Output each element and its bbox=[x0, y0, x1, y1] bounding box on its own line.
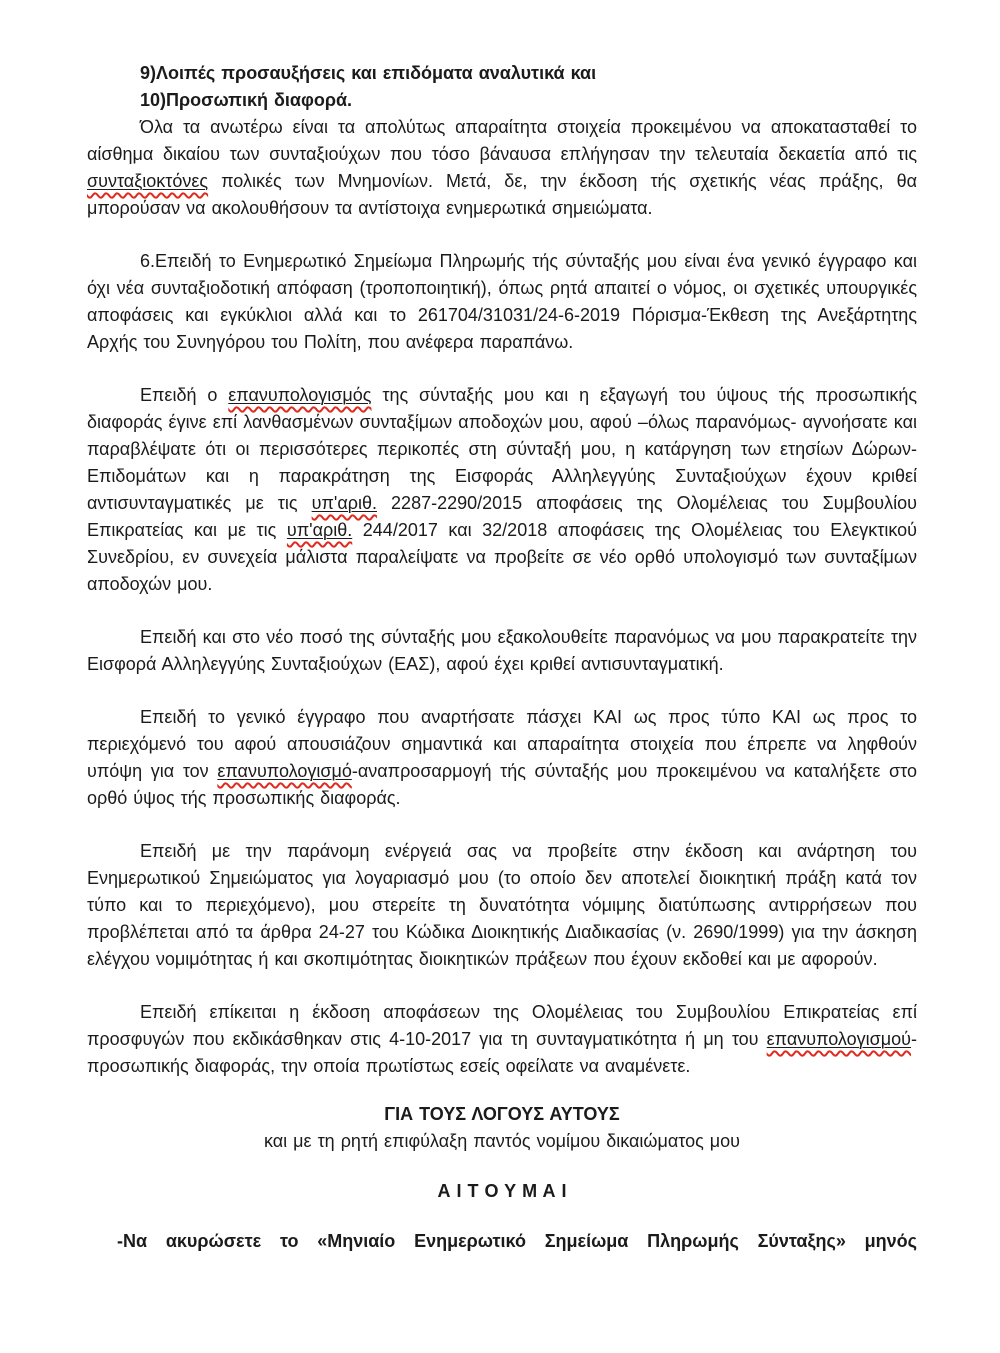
subheading-rights-reservation: και με τη ρητή επιφύλαξη παντός νομίμου δικαιώματος μου bbox=[263, 1131, 741, 1151]
heading-for-these-reasons: ΓΙΑ ΤΟΥΣ ΛΟΓΟΥΣ ΑΥΤΟΥΣ bbox=[384, 1104, 620, 1124]
misspelled-underlined-word: επανυπολογισμού bbox=[766, 1029, 911, 1049]
list-item-9: 9)Λοιπές προσαυξήσεις και επιδόματα αναλυτικά και bbox=[140, 63, 597, 83]
document-body bbox=[87, 60, 917, 1255]
para-request-cancel-monthly-note: -Να ακυρώσετε το «Μηνιαίο Ενημερωτικό Σημείωμα Πληρωμής Σύνταξης» μηνός bbox=[117, 1231, 917, 1251]
para-recalculation-wrong-earnings: Επειδή ο επανυπολογισμός της σύνταξής μου και η εξαγωγή του ύψους τής προσωπικής διαφοράς έγινε επί λανθασμένων συνταξίμων αποδοχών μου, αφού –όλως παρανόμως- αγνοήσατε και παραβλέψατε ότι οι περισσότερες περικοπές στη σύνταξή μου, η κατάργηση των ετησίων Δώρων-Επιδομάτων και η παρακράτηση της Εισφοράς Αλληλεγγύης Συνταξιούχων έχουν κριθεί αντισυνταγματικές με τις υπ'αριθ. 2287-2290/2015 αποφάσεις της Ολομέλειας του Συμβουλίου Επικρατείας και με τις υπ'αριθ. 244/2017 και 32/2018 αποφάσεις της Ολομέλειας του Ελεγκτικού Συνεδρίου, εν συνεχεία μάλιστα παραλείψατε να προβείτε σε νέο ορθό υπολογισμό των συνταξίμων αποδοχών μου. bbox=[87, 385, 918, 594]
para-eas-withholding: Επειδή και στο νέο ποσό της σύνταξής μου εξακολουθείτε παρανόμως να μου παρακρατείτε την Εισφορά Αλληλεγγύης Συνταξιούχων (ΕΑΣ), αφού έχει κριθεί αντισυνταγματική. bbox=[87, 627, 917, 674]
misspelled-underlined-word: συνταξιοκτόνες bbox=[87, 171, 209, 191]
para-6-payment-note: 6.Επειδή το Ενημερωτικό Σημείωμα Πληρωμής τής σύνταξής μου είναι ένα γενικό έγγραφο και όχι νέα συνταξιοδοτική απόφαση (τροποποιητική), όπως ρητά απαιτεί ο νόμος, οι σχετικές υπουργικές αποφάσεις και εγκύκλιοι αλλά και το 261704/31031/24-6-2019 Πόρισμα-Έκθεση της Ανεξάρτητης Αρχής του Συνηγόρου του Πολίτη, που ανέφερα παραπάνω. bbox=[87, 251, 917, 352]
para-illegal-action-objections: Επειδή με την παράνομη ενέργειά σας να προβείτε στην έκδοση και ανάρτηση του Ενημερωτικού Σημειώματος για λογαριασμό μου (το οποίο δεν αποτελεί διοικητική πράξη κατά τον τύπο και το περιεχόμενο), μου στερείτε τη δυνατότητα νόμιμης διατύπωσης αντιρρήσεων που προβλέπεται από τα άρθρα 24-27 του Κώδικα Διοικητικής Διαδικασίας (ν. 2690/1999) για την άσκηση ελέγχου νομιμότητας ή και σκοπιμότητας διοικητικών πράξεων που έχουν εκδοθεί και με αφορούν. bbox=[87, 841, 917, 969]
misspelled-underlined-word: επανυπολογισμό bbox=[217, 761, 352, 781]
misspelled-underlined-word: υπ'αριθ. bbox=[311, 493, 377, 513]
list-item-10: 10)Προσωπική διαφορά. bbox=[140, 90, 353, 110]
para-document-defects: Επειδή το γενικό έγγραφο που αναρτήσατε πάσχει ΚΑΙ ως προς τύπο ΚΑΙ ως προς το περιεχόμενό του αφού απουσιάζουν σημαντικά και απαραίτητα στοιχεία που έπρεπε να ληφθούν υπόψη για τον επανυπολογισμό-αναπροσαρμογή τής σύνταξής μου προκειμένου να καταλήξετε στο ορθό ύψος τής προσωπικής διαφοράς. bbox=[87, 707, 917, 808]
misspelled-underlined-word: επανυπολογισμός bbox=[228, 385, 372, 405]
para-intro: Όλα τα ανωτέρω είναι τα απολύτως απαραίτητα στοιχεία προκειμένου να αποκατασταθεί το αίσθημα δικαίου των συνταξιούχων που τόσο βάναυσα επλήγησαν την τελευταία δεκαετία από τις συνταξιοκτόνες πολικές των Μνημονίων. Μετά, δε, την έκδοση τής σχετικής νέας πράξης, θα μπορούσαν να ακολουθήσουν τα αντίστοιχα ενημερωτικά σημειώματα. bbox=[87, 117, 917, 218]
misspelled-underlined-word: υπ'αριθ. bbox=[286, 520, 353, 540]
heading-i-request: Α Ι Τ Ο Υ Μ Α Ι bbox=[437, 1181, 567, 1201]
para-pending-council-decisions: Επειδή επίκειται η έκδοση αποφάσεων της Ολομέλειας του Συμβουλίου Επικρατείας επί προσφυγών που εκδικάσθηκαν στις 4-10-2017 για τη συνταγματικότητα ή μη του επανυπολογισμού-προσωπικής διαφοράς, την οποία πρωτίστως εσείς οφείλατε να αναμένετε. bbox=[87, 1002, 917, 1076]
